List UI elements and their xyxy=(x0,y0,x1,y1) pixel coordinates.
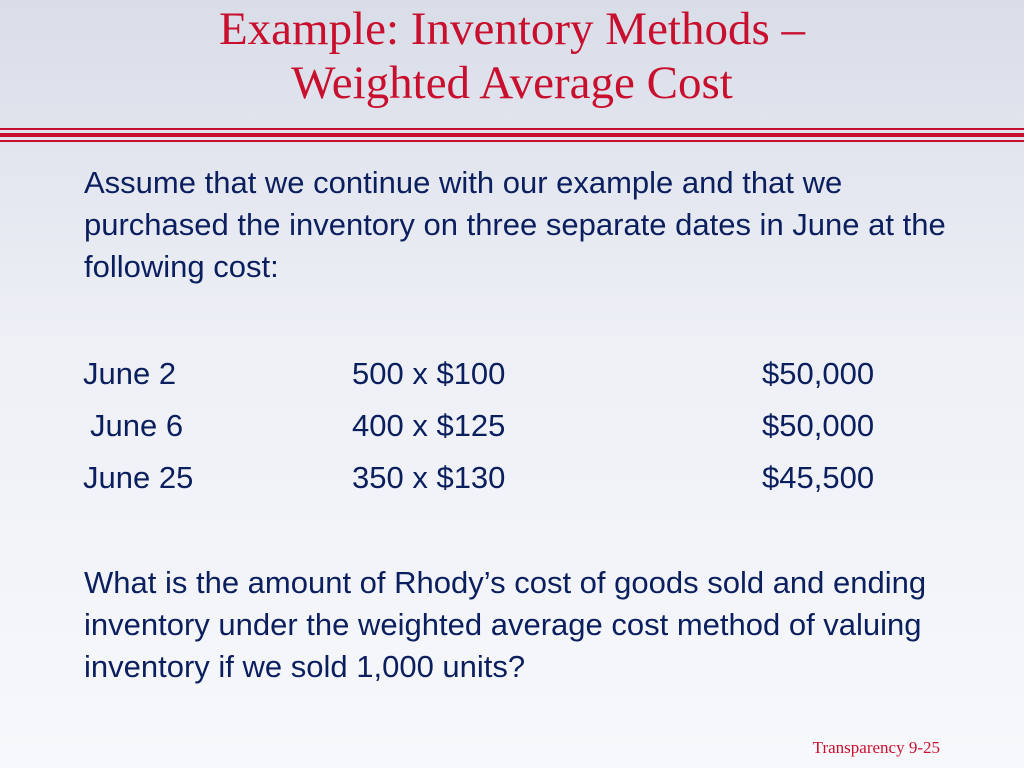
purchase-date: June 2 xyxy=(83,356,177,391)
purchase-quantity-price: 400 x $125 xyxy=(352,408,506,443)
title-divider xyxy=(0,128,1024,146)
purchase-row xyxy=(0,452,1024,504)
purchase-total: $50,000 xyxy=(762,408,875,443)
purchase-quantity-price: 500 x $100 xyxy=(352,356,506,391)
divider-line xyxy=(0,140,1024,142)
divider-line xyxy=(0,128,1024,130)
slide-title-line-2: Weighted Average Cost xyxy=(291,57,733,109)
purchase-date: June 6 xyxy=(90,408,184,443)
purchase-row xyxy=(0,348,1024,400)
purchase-row xyxy=(0,400,1024,452)
purchases-table xyxy=(0,348,1024,504)
divider-line xyxy=(0,133,1024,137)
purchase-total: $50,000 xyxy=(762,356,875,391)
slide-title-line-1: Example: Inventory Methods – xyxy=(218,3,806,55)
question-paragraph: What is the amount of Rhody’s cost of goods sold and ending inventory under the weighted average cost method of valuing inventory if we sold 1,000 units? xyxy=(84,565,927,684)
slide-title xyxy=(0,2,1024,110)
purchase-total: $45,500 xyxy=(762,460,875,495)
purchase-quantity-price: 350 x $130 xyxy=(352,460,506,495)
intro-paragraph: Assume that we continue with our example and that we purchased the inventory on three separate dates in June at the following cost: xyxy=(84,165,946,284)
purchase-date: June 25 xyxy=(83,460,194,495)
transparency-label: Transparency 9-25 xyxy=(812,738,940,757)
